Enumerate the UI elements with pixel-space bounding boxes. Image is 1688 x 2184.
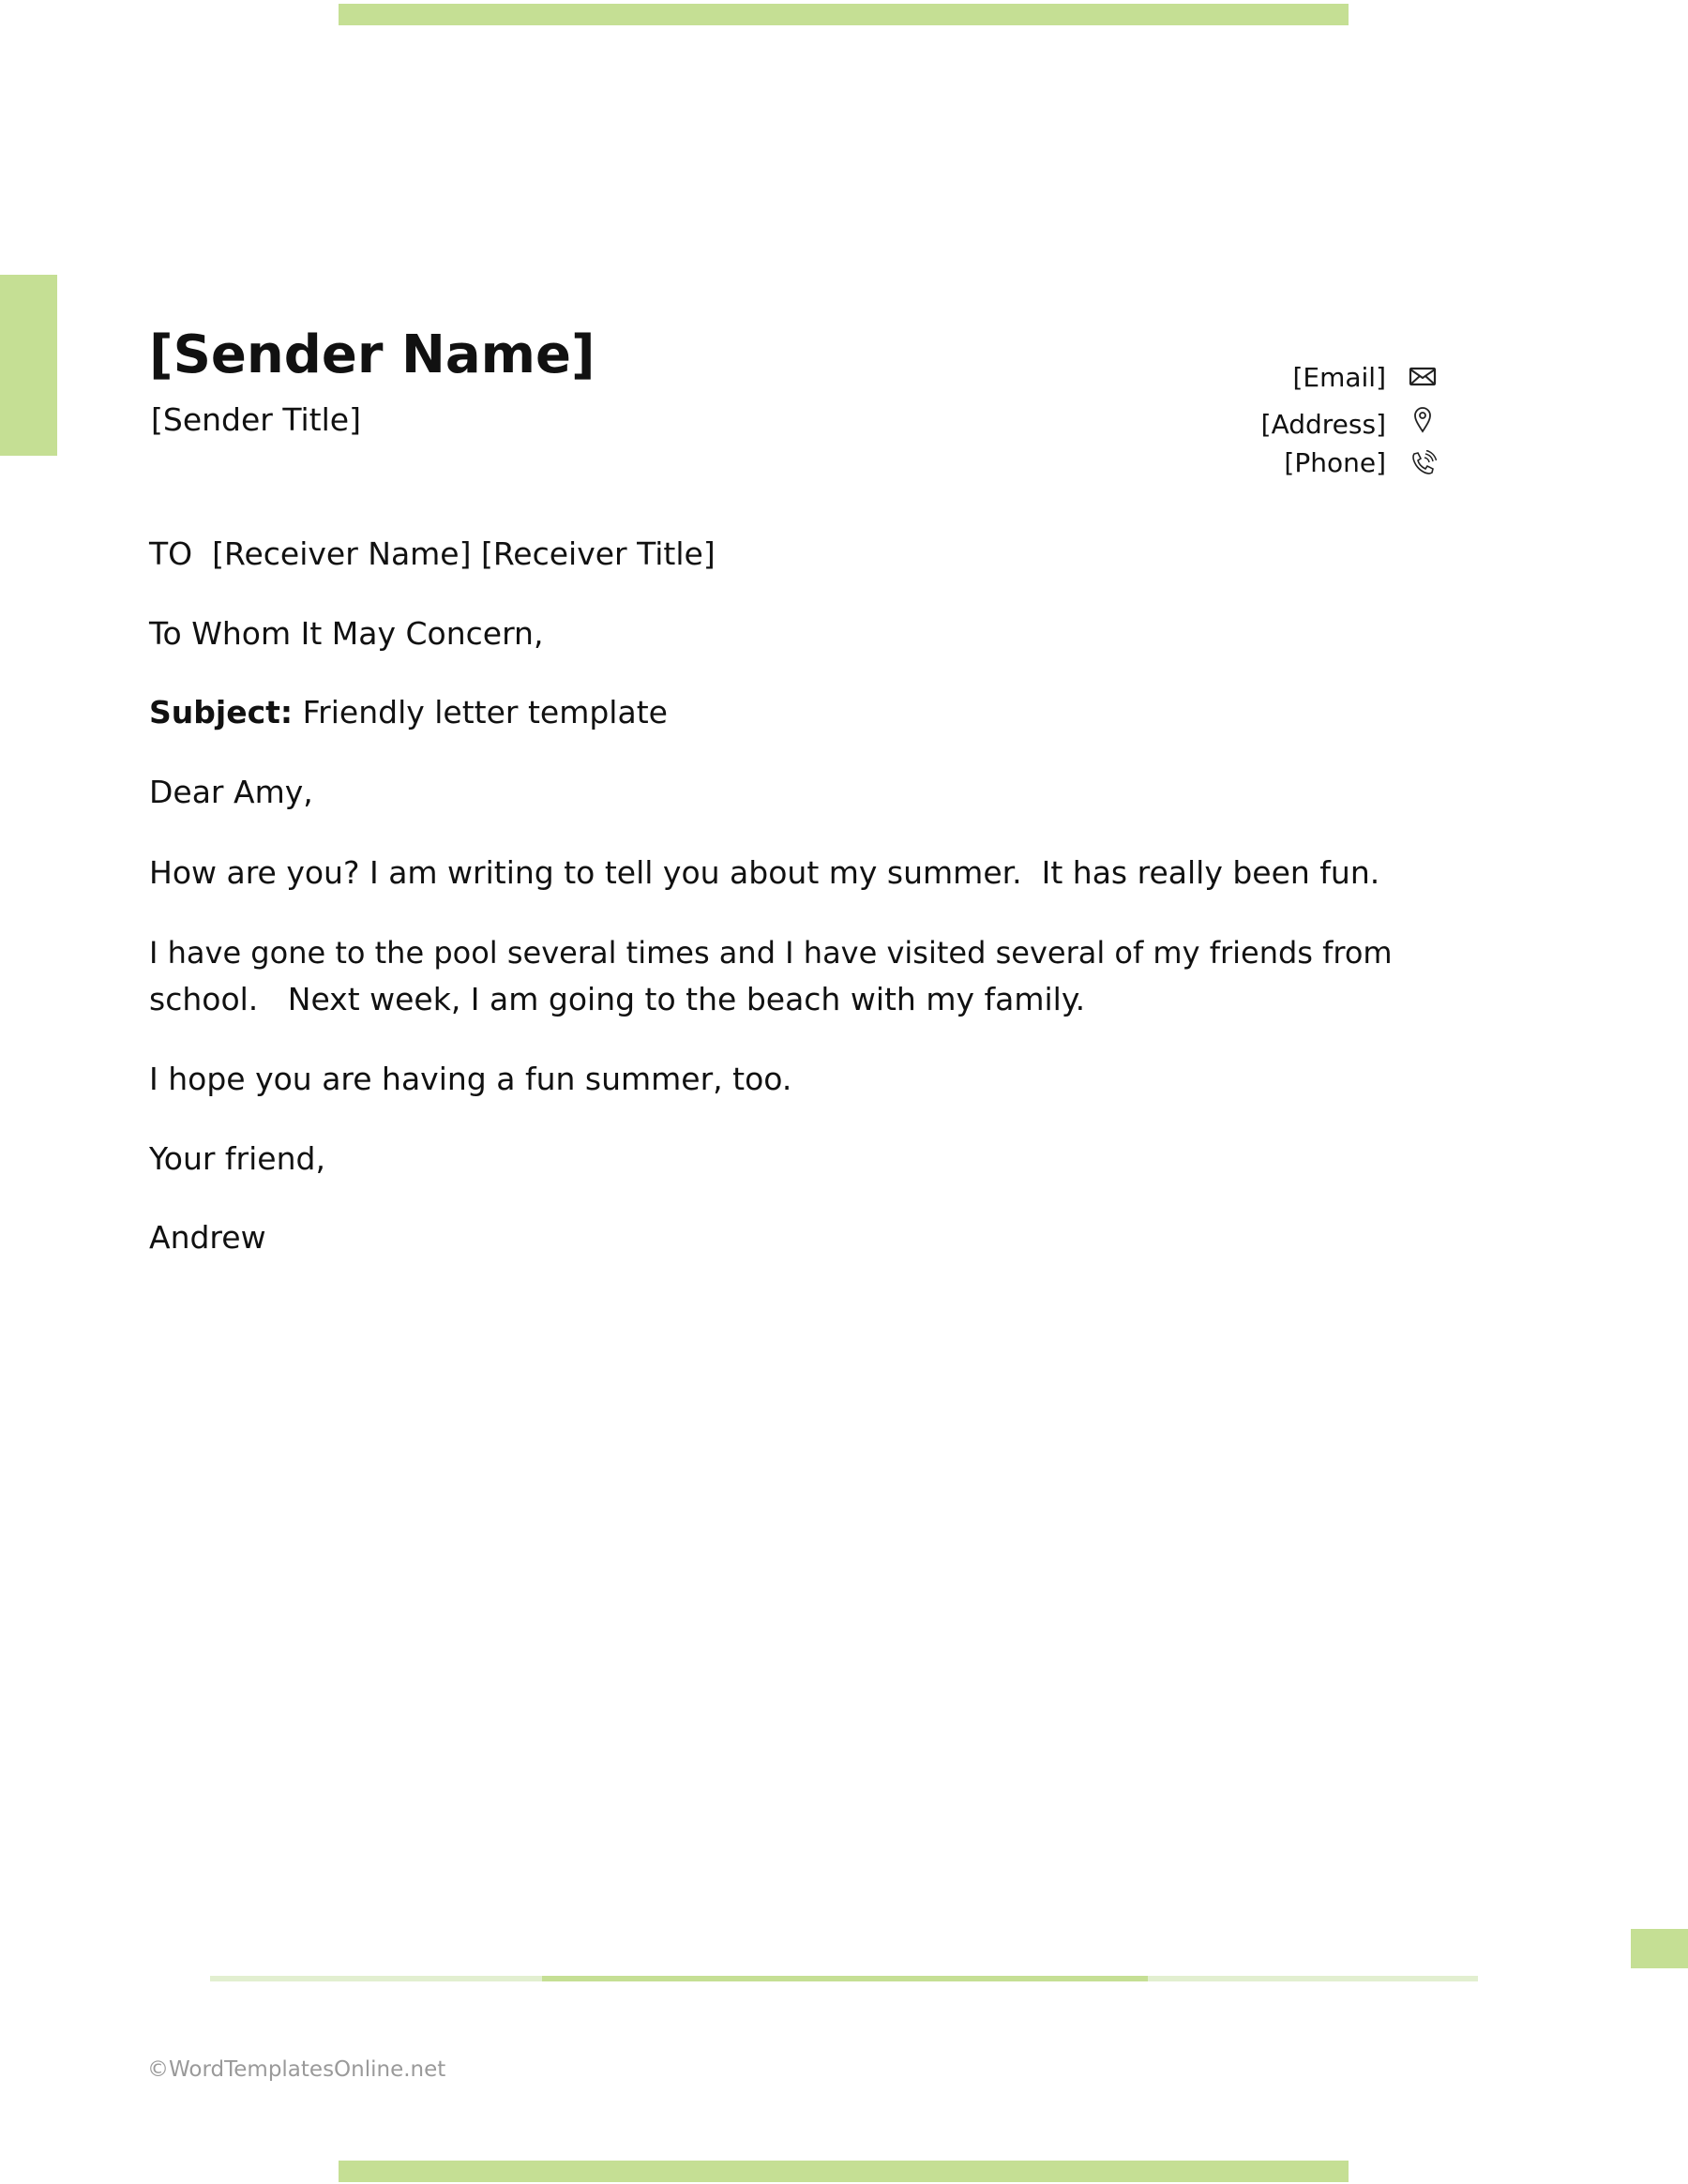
subject-label: Subject:	[149, 694, 294, 731]
closing: Your friend,	[149, 1140, 325, 1177]
map-pin-icon	[1409, 405, 1437, 433]
paragraph-2-line-1: I have gone to the pool several times and I have visited several of my friends from	[149, 935, 1393, 971]
subject-line	[149, 694, 668, 731]
top-accent-bar	[339, 4, 1349, 25]
receiver-line	[149, 535, 716, 573]
receiver: [Receiver Name] [Receiver Title]	[212, 535, 716, 572]
copyright-text: ©WordTemplatesOnline.net	[147, 2057, 446, 2082]
left-accent-bar	[0, 275, 57, 456]
subject-text: Friendly letter template	[293, 694, 668, 731]
signature: Andrew	[149, 1219, 266, 1256]
footer-divider-center	[542, 1976, 1148, 1981]
phone-text: [Phone]	[1284, 447, 1386, 478]
greeting: Dear Amy,	[149, 774, 313, 810]
sender-title: [Sender Title]	[151, 401, 361, 438]
email-text: [Email]	[1292, 362, 1386, 393]
sender-name: [Sender Name]	[149, 324, 595, 385]
envelope-icon	[1409, 362, 1437, 390]
to-prefix: TO	[149, 535, 193, 572]
general-salutation: To Whom It May Concern,	[149, 615, 544, 652]
paragraph-2-line-2: school. Next week, I am going to the beach with my family.	[149, 981, 1086, 1017]
bottom-accent-bar	[339, 2161, 1349, 2182]
paragraph-1: How are you? I am writing to tell you about my summer. It has really been fun.	[149, 854, 1380, 891]
right-accent-square	[1631, 1929, 1688, 1968]
phone-icon	[1409, 450, 1437, 478]
paragraph-3: I hope you are having a fun summer, too.	[149, 1061, 792, 1097]
address-text: [Address]	[1260, 409, 1386, 440]
